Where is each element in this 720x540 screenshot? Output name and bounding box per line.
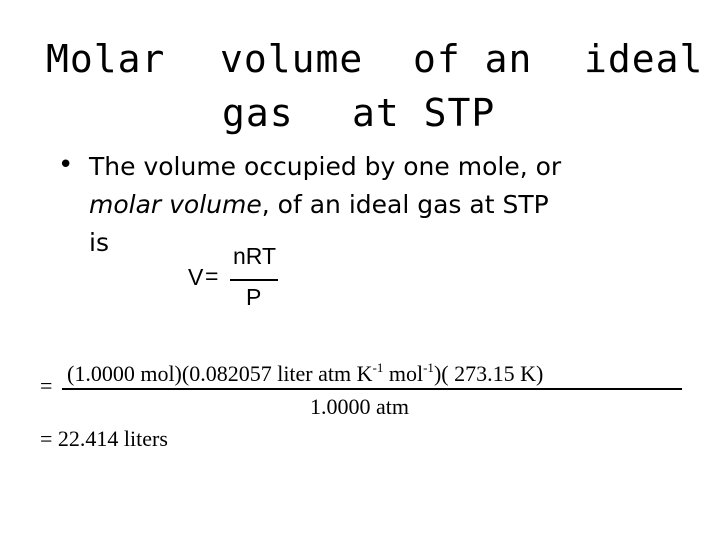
- calc-num-part-1: (1.0000 mol)(0.082057 liter atm K: [67, 361, 373, 386]
- calc-exponent-1: -1: [372, 360, 384, 375]
- ideal-gas-formula: [186, 241, 306, 317]
- formula-fraction-bar: [230, 279, 278, 281]
- formula-equals: =: [205, 263, 219, 289]
- title-word-4: ideal: [584, 37, 704, 81]
- title-word-1: Molar: [46, 37, 166, 81]
- bullet-line-2: [89, 190, 549, 220]
- bullet-marker: •: [58, 150, 74, 180]
- molar-volume-calculation: [40, 356, 690, 456]
- calc-denominator: 1.0000 atm: [310, 394, 409, 419]
- formula-numerator: nRT: [233, 243, 277, 269]
- formula-lhs: V: [188, 264, 204, 290]
- calc-equals: =: [40, 373, 53, 398]
- calc-exponent-2: -1: [423, 360, 434, 375]
- calc-numerator: [67, 360, 543, 387]
- calc-num-part-3: )( 273.15 K): [433, 361, 544, 386]
- bullet-line-2-rest: , of an ideal gas at STP: [261, 190, 549, 219]
- bullet-line-1: The volume occupied by one mole, or: [89, 152, 562, 181]
- title-word-5: gas: [222, 91, 294, 135]
- calc-result: = 22.414 liters: [40, 426, 168, 451]
- bullet-line-3: is: [89, 228, 109, 257]
- title-word-2: volume: [220, 37, 364, 81]
- title-word-6: at STP: [352, 91, 496, 135]
- molar-volume-term: molar volume: [89, 190, 262, 219]
- formula-denominator: P: [246, 284, 262, 310]
- calc-num-part-2: mol: [383, 361, 424, 386]
- title-word-3: of an: [413, 37, 533, 81]
- calc-fraction-bar: [62, 388, 682, 390]
